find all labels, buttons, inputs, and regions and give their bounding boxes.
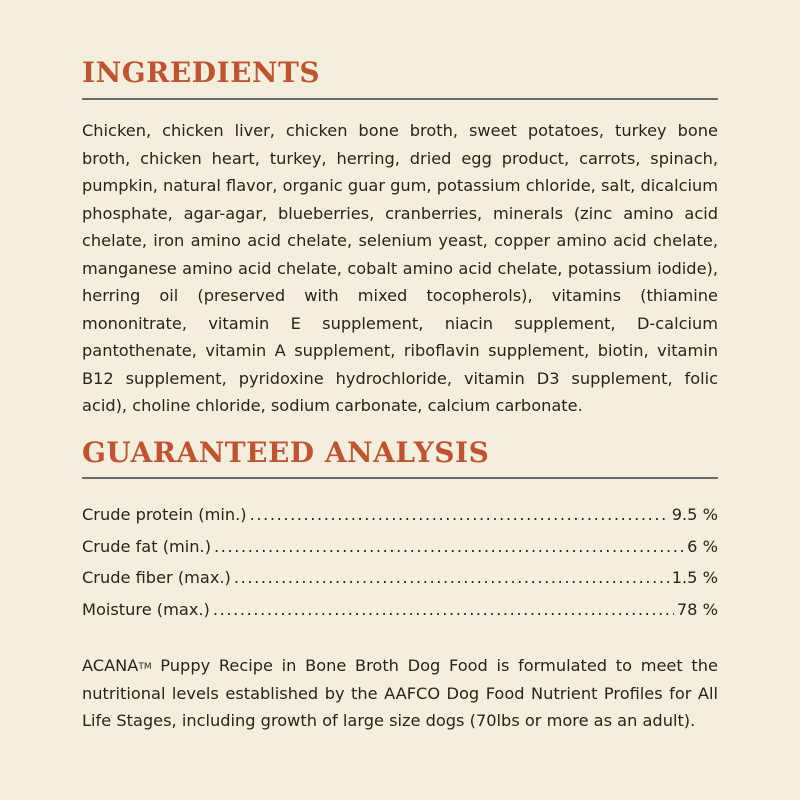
- guaranteed-analysis-table: [82, 499, 718, 625]
- dot-leader: [214, 531, 684, 563]
- analysis-row-crude-fat: [82, 531, 718, 563]
- brand-name: ACANA: [82, 656, 139, 675]
- analysis-divider: [82, 477, 718, 479]
- analysis-label: Moisture (max.): [82, 599, 210, 619]
- analysis-value: 6 %: [687, 536, 718, 556]
- analysis-row-crude-protein: [82, 499, 718, 531]
- ingredients-list: Chicken, chicken liver, chicken bone broth, sweet potatoes, turkey bone broth, chicken heart, turkey, herring, dried egg product, carrots, spinach, pumpkin, natural flavor, organic guar gum, potassium chloride, salt, dicalcium phosphate, agar-agar, blueberries, cranberries, minerals (zinc amino acid chelate, iron amino acid chelate, selenium yeast, copper amino acid chelate, manganese amino acid chelate, cobalt amino acid chelate, potassium iodide), herring oil (preserved with mixed tocopherols), vitamins (thiamine mononitrate, vitamin E supplement, niacin supplement, D-calcium pantothenate, vitamin A supplement, riboflavin supplement, biotin, vitamin B12 supplement, pyridoxine hydrochloride, vitamin D3 supplement, folic acid), choline chloride, sodium carbonate, calcium carbonate.: [82, 121, 718, 415]
- dot-leader: [250, 499, 669, 531]
- product-info-panel: [82, 0, 718, 800]
- analysis-row-moisture: [82, 594, 718, 626]
- analysis-label: Crude fat (min.): [82, 536, 212, 556]
- trademark-symbol: TM: [138, 662, 152, 672]
- analysis-value: 1.5 %: [671, 568, 718, 587]
- ingredients-divider: [82, 98, 718, 100]
- analysis-label: Crude fiber (max.): [82, 568, 231, 587]
- analysis-value: 9.5 %: [671, 505, 718, 524]
- analysis-row-crude-fiber: [82, 562, 718, 594]
- statement-text: Puppy Recipe in Bone Broth Dog Food is formulated to meet the nutritional levels established by the AAFCO Dog Food Nutrient Profiles for All Life Stages, including growth of large size dogs (70lbs or more as an adult).: [82, 656, 718, 730]
- analysis-label: Crude protein (min.): [82, 505, 247, 524]
- dot-leader: [213, 594, 674, 626]
- guaranteed-analysis-heading: GUARANTEED ANALYSIS: [82, 436, 490, 469]
- analysis-value: 78 %: [676, 599, 718, 619]
- dot-leader: [234, 562, 669, 594]
- aafco-statement: [82, 652, 718, 735]
- ingredients-heading: INGREDIENTS: [82, 56, 321, 89]
